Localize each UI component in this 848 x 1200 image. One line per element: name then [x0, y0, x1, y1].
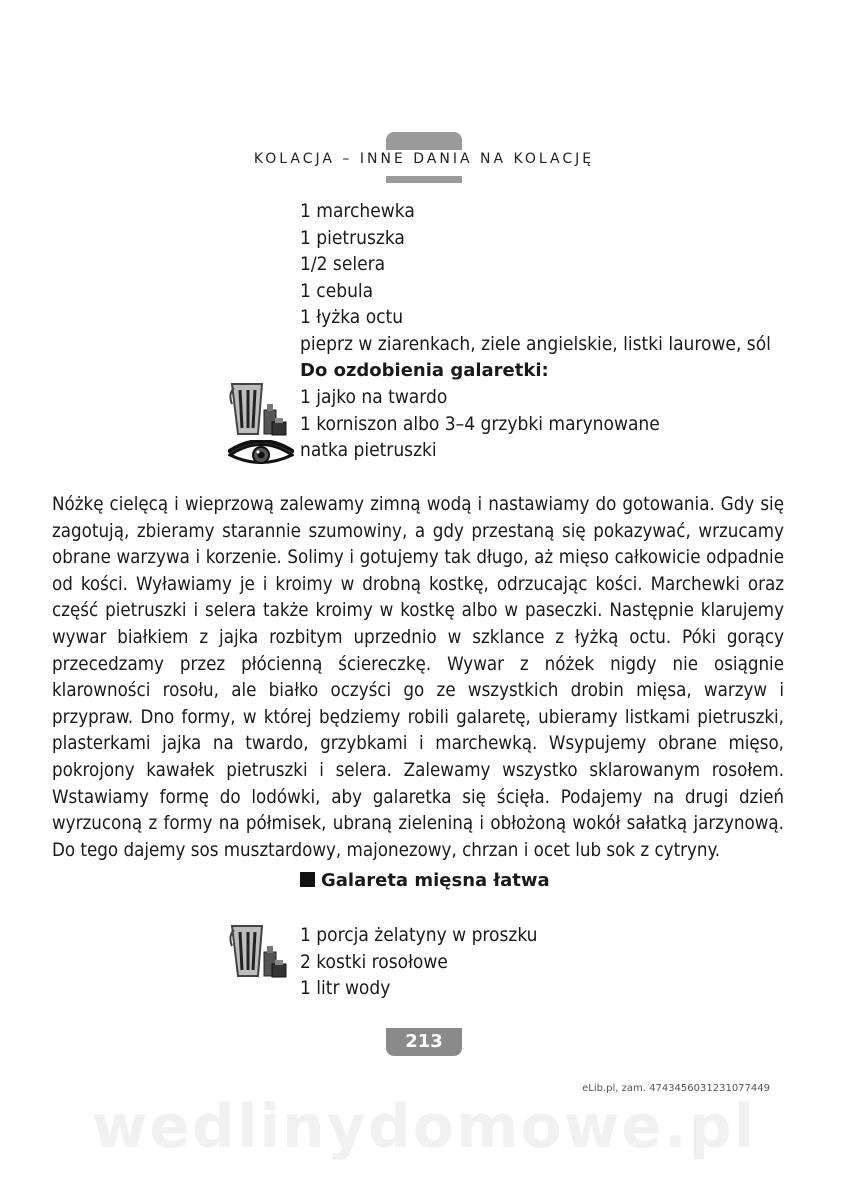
ingredient-item: 1 cebula	[300, 279, 374, 302]
page-number: 213	[386, 1028, 462, 1056]
measuring-cup-icon	[228, 922, 288, 980]
license-footer: eLib.pl, zam. 4743456031231077449	[582, 1083, 770, 1094]
recipe-title-text: Galareta mięsna łatwa	[321, 870, 550, 891]
recipe-title	[300, 870, 550, 891]
garnish-item: 1 jajko na twardo	[300, 386, 448, 409]
header-tab-top	[386, 132, 462, 150]
ingredient-item: 1 litr wody	[300, 977, 391, 1000]
ingredient-item: 1/2 selera	[300, 253, 386, 276]
garnish-item: natka pietruszki	[300, 439, 437, 462]
header-tab-bottom	[386, 176, 462, 183]
ingredient-item: 1 porcja żelatyny w proszku	[300, 924, 538, 946]
ingredient-item: pieprz w ziarenkach, ziele angielskie, listki laurowe, sól	[300, 332, 771, 355]
running-header: KOLACJA – INNE DANIA NA KOLACJĘ	[253, 151, 595, 167]
ingredient-list-2	[300, 922, 538, 1002]
garnish-item: 1 korniszon albo 3–4 grzybki marynowane	[300, 412, 660, 435]
garnish-heading: Do ozdobienia galaretki:	[300, 359, 549, 381]
ingredient-item: 1 pietruszka	[300, 226, 405, 249]
ingredient-list	[300, 198, 771, 464]
measuring-cup-icon	[228, 380, 288, 438]
watermark: wedlinydomowe.pl	[91, 1092, 757, 1162]
eye-icon	[228, 440, 294, 468]
recipe-instructions: Nóżkę cielęcą i wieprzową zalewamy zimną wodą i nastawiamy do gotowania. Gdy się zagotują, zbieramy starannie szumowiny, a gdy przestaną się pokazywać, wrzucamy obrane warzywa i korzenie. Solimy i gotujemy tak długo, aż mięso całkowicie odpadnie od kości. Wyławiamy je i kroimy w drobną kostkę, odrzucając kości. Marchewki oraz część pietruszki i selera także kroimy w kostkę albo w paseczki. Następnie klarujemy wywar białkiem z jajka rozbitym uprzednio w szklance z łyżką octu. Póki gorący przecedzamy przez płócienną ściereczkę. Wywar z nóżek nigdy nie osiągnie klarowności rosołu, ale białko oczyści go ze wszystkich drobin mięsa, warzyw i przypraw. Dno formy, w której będziemy robili galaretę, ubieramy listkami pietruszki, plasterkami jajka na twardo, grzybkami i marchewką. Wsypujemy obrane mięso, pokrojony kawałek pietruszki i selera. Zalewamy wszystko sklarowanym rosołem. Wstawiamy formę do lodówki, aby galaretka się ścięła. Podajemy na drugi dzień wyrzuconą z formy na półmisek, ubraną zieleniną i obłożoną wokół sałatką jarzynową. Do tego dajemy sos musztardowy, majonezowy, chrzan i ocet lub sok z cytryny.	[52, 494, 784, 861]
ingredient-item: 1 marchewka	[300, 200, 415, 222]
ingredient-item: 2 kostki rosołowe	[300, 950, 448, 973]
square-bullet-icon	[300, 872, 315, 887]
ingredient-item: 1 łyżka octu	[300, 306, 404, 329]
